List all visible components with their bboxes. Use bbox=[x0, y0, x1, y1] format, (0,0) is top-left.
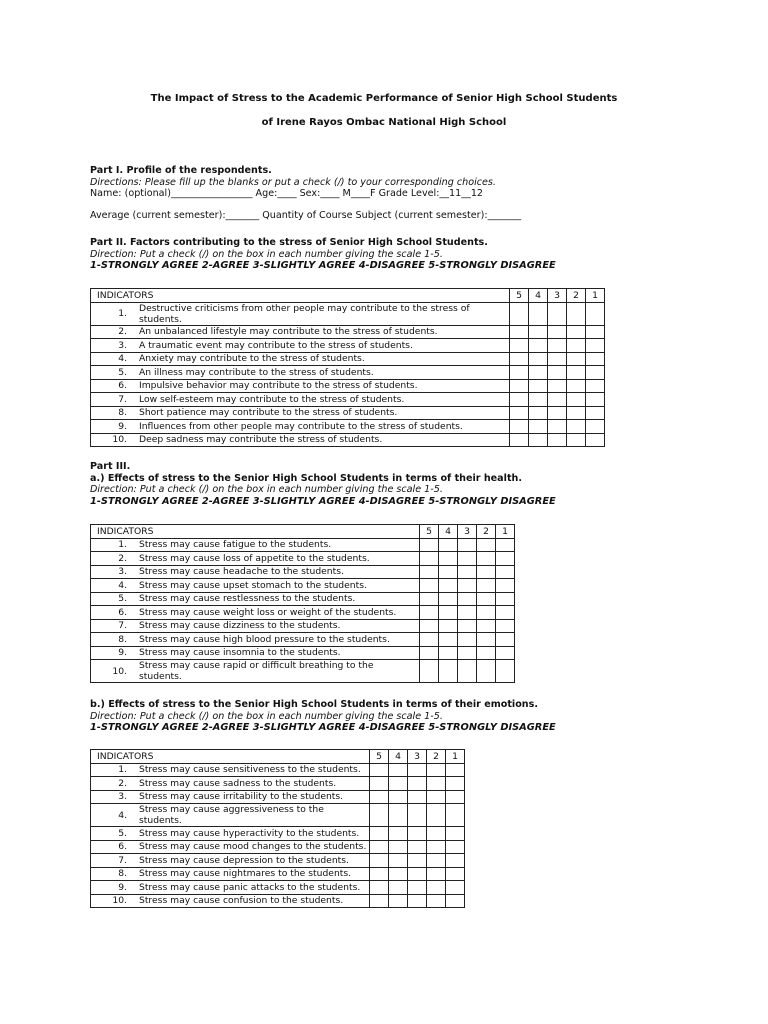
item-text: Stress may cause sensitiveness to the students. bbox=[135, 763, 370, 777]
check-box-scale-4[interactable] bbox=[389, 867, 408, 881]
item-number: 1. bbox=[91, 302, 136, 325]
check-box-scale-2[interactable] bbox=[477, 633, 496, 647]
table-row bbox=[91, 366, 605, 380]
part2-scale-legend: 1-STRONGLY AGREE 2-AGREE 3-SLIGHTLY AGREE 4-DISAGREE 5-STRONGLY DISAGREE bbox=[90, 260, 556, 271]
check-box-scale-1[interactable] bbox=[446, 867, 465, 881]
check-box-scale-5[interactable] bbox=[420, 633, 439, 647]
item-number: 7. bbox=[91, 393, 136, 407]
item-text: Stress may cause panic attacks to the students. bbox=[135, 881, 370, 895]
indicators-header: INDICATORS bbox=[91, 750, 370, 764]
table-row bbox=[91, 352, 605, 366]
item-number: 10. bbox=[91, 433, 136, 447]
check-box-scale-5[interactable] bbox=[370, 840, 389, 854]
check-box-scale-5[interactable] bbox=[420, 592, 439, 606]
item-number: 9. bbox=[91, 420, 136, 434]
table-row bbox=[91, 619, 515, 633]
check-box-scale-5[interactable] bbox=[420, 579, 439, 593]
check-box-scale-4[interactable] bbox=[439, 606, 458, 620]
item-number: 9. bbox=[91, 881, 136, 895]
check-box-scale-2[interactable] bbox=[567, 325, 586, 339]
table-row bbox=[91, 565, 515, 579]
check-box-scale-5[interactable] bbox=[370, 894, 389, 908]
item-number: 6. bbox=[91, 379, 136, 393]
item-number: 1. bbox=[91, 763, 136, 777]
check-box-scale-2[interactable] bbox=[477, 592, 496, 606]
check-box-scale-1[interactable] bbox=[586, 302, 605, 325]
check-box-scale-2[interactable] bbox=[477, 538, 496, 552]
check-box-scale-4[interactable] bbox=[529, 379, 548, 393]
item-number: 8. bbox=[91, 867, 136, 881]
part3a-heading: a.) Effects of stress to the Senior High School Students in terms of their health. bbox=[90, 472, 523, 484]
part2-section bbox=[90, 237, 556, 272]
check-box-scale-3[interactable] bbox=[548, 352, 567, 366]
check-box-scale-1[interactable] bbox=[586, 393, 605, 407]
item-text: Stress may cause headache to the students. bbox=[135, 565, 420, 579]
item-number: 8. bbox=[91, 406, 136, 420]
table-row bbox=[91, 592, 515, 606]
check-box-scale-2[interactable] bbox=[427, 777, 446, 791]
table-row bbox=[91, 633, 515, 647]
check-box-scale-1[interactable] bbox=[586, 325, 605, 339]
check-box-scale-3[interactable] bbox=[408, 881, 427, 895]
check-box-scale-4[interactable] bbox=[439, 633, 458, 647]
check-box-scale-4[interactable] bbox=[439, 565, 458, 579]
table-row bbox=[91, 881, 465, 895]
item-text: Stress may cause hyperactivity to the students. bbox=[135, 827, 370, 841]
check-box-scale-4[interactable] bbox=[439, 538, 458, 552]
check-box-scale-2[interactable] bbox=[427, 894, 446, 908]
item-number: 8. bbox=[91, 633, 136, 647]
check-box-scale-3[interactable] bbox=[408, 804, 427, 827]
item-text: Impulsive behavior may contribute to the stress of students. bbox=[135, 379, 510, 393]
check-box-scale-2[interactable] bbox=[427, 854, 446, 868]
check-box-scale-3[interactable] bbox=[458, 660, 477, 683]
check-box-scale-4[interactable] bbox=[529, 406, 548, 420]
scale-header-3: 3 bbox=[408, 750, 427, 764]
check-box-scale-5[interactable] bbox=[420, 660, 439, 683]
table-row bbox=[91, 552, 515, 566]
check-box-scale-1[interactable] bbox=[586, 366, 605, 380]
check-box-scale-1[interactable] bbox=[446, 790, 465, 804]
part2-indicators-table bbox=[90, 288, 605, 447]
part2-heading: Part II. Factors contributing to the stress of Senior High School Students. bbox=[90, 237, 488, 248]
check-box-scale-3[interactable] bbox=[408, 790, 427, 804]
table-row bbox=[91, 302, 605, 325]
table-row bbox=[91, 325, 605, 339]
check-box-scale-4[interactable] bbox=[529, 352, 548, 366]
check-box-scale-1[interactable] bbox=[586, 379, 605, 393]
document-title-line2: of Irene Rayos Ombac National High School bbox=[261, 117, 507, 128]
part1-directions: Directions: Please fill up the blanks or put a check (/) to your corresponding choices. bbox=[90, 176, 496, 188]
check-box-scale-2[interactable] bbox=[567, 393, 586, 407]
check-box-scale-5[interactable] bbox=[510, 393, 529, 407]
scale-header-5: 5 bbox=[420, 525, 439, 539]
check-box-scale-2[interactable] bbox=[477, 552, 496, 566]
check-box-scale-1[interactable] bbox=[586, 406, 605, 420]
check-box-scale-4[interactable] bbox=[439, 646, 458, 660]
part3a-direction: Direction: Put a check (/) on the box in each number giving the scale 1-5. bbox=[90, 484, 443, 495]
check-box-scale-2[interactable] bbox=[477, 660, 496, 683]
check-box-scale-5[interactable] bbox=[370, 790, 389, 804]
item-number: 5. bbox=[91, 827, 136, 841]
check-box-scale-2[interactable] bbox=[427, 867, 446, 881]
check-box-scale-2[interactable] bbox=[567, 379, 586, 393]
item-text: Stress may cause rapid or difficult breathing to the students. bbox=[135, 660, 420, 683]
check-box-scale-3[interactable] bbox=[458, 646, 477, 660]
check-box-scale-3[interactable] bbox=[458, 538, 477, 552]
item-text: Anxiety may contribute to the stress of students. bbox=[135, 352, 510, 366]
item-text: Stress may cause confusion to the students. bbox=[135, 894, 370, 908]
check-box-scale-5[interactable] bbox=[510, 339, 529, 353]
item-text: Stress may cause depression to the students. bbox=[135, 854, 370, 868]
check-box-scale-5[interactable] bbox=[510, 302, 529, 325]
part1-section bbox=[90, 165, 521, 221]
item-number: 4. bbox=[91, 804, 136, 827]
check-box-scale-5[interactable] bbox=[370, 777, 389, 791]
item-number: 4. bbox=[91, 352, 136, 366]
check-box-scale-3[interactable] bbox=[548, 379, 567, 393]
item-text: Destructive criticisms from other people may contribute to the stress of students. bbox=[135, 302, 510, 325]
scale-header-3: 3 bbox=[548, 289, 567, 303]
check-box-scale-4[interactable] bbox=[389, 804, 408, 827]
check-box-scale-3[interactable] bbox=[408, 840, 427, 854]
check-box-scale-1[interactable] bbox=[446, 894, 465, 908]
check-box-scale-5[interactable] bbox=[510, 352, 529, 366]
check-box-scale-3[interactable] bbox=[458, 619, 477, 633]
check-box-scale-5[interactable] bbox=[420, 552, 439, 566]
check-box-scale-1[interactable] bbox=[586, 433, 605, 447]
check-box-scale-1[interactable] bbox=[496, 619, 515, 633]
check-box-scale-2[interactable] bbox=[477, 646, 496, 660]
check-box-scale-5[interactable] bbox=[510, 325, 529, 339]
check-box-scale-5[interactable] bbox=[370, 763, 389, 777]
item-text: Stress may cause weight loss or weight of the students. bbox=[135, 606, 420, 620]
check-box-scale-3[interactable] bbox=[458, 606, 477, 620]
check-box-scale-5[interactable] bbox=[510, 420, 529, 434]
table-row bbox=[91, 840, 465, 854]
check-box-scale-4[interactable] bbox=[389, 840, 408, 854]
table-row bbox=[91, 854, 465, 868]
item-number: 4. bbox=[91, 579, 136, 593]
check-box-scale-4[interactable] bbox=[389, 790, 408, 804]
check-box-scale-4[interactable] bbox=[439, 592, 458, 606]
check-box-scale-3[interactable] bbox=[548, 366, 567, 380]
part2-direction: Direction: Put a check (/) on the box in each number giving the scale 1-5. bbox=[90, 248, 443, 260]
scale-header-3: 3 bbox=[458, 525, 477, 539]
check-box-scale-4[interactable] bbox=[529, 325, 548, 339]
check-box-scale-5[interactable] bbox=[370, 804, 389, 827]
table-row bbox=[91, 579, 515, 593]
table-header-row bbox=[91, 750, 465, 764]
check-box-scale-2[interactable] bbox=[567, 433, 586, 447]
check-box-scale-5[interactable] bbox=[420, 538, 439, 552]
check-box-scale-1[interactable] bbox=[446, 881, 465, 895]
table-header-row bbox=[91, 289, 605, 303]
table-row bbox=[91, 339, 605, 353]
table-row bbox=[91, 827, 465, 841]
table-row bbox=[91, 867, 465, 881]
check-box-scale-4[interactable] bbox=[389, 894, 408, 908]
part1-heading: Part I. Profile of the respondents. bbox=[90, 165, 272, 176]
indicators-header: INDICATORS bbox=[91, 289, 510, 303]
check-box-scale-3[interactable] bbox=[408, 763, 427, 777]
check-box-scale-4[interactable] bbox=[529, 420, 548, 434]
item-text: Stress may cause fatigue to the students. bbox=[135, 538, 420, 552]
document-title-line1: The Impact of Stress to the Academic Performance of Senior High School Students bbox=[150, 93, 618, 104]
item-text: Stress may cause restlessness to the students. bbox=[135, 592, 420, 606]
item-number: 9. bbox=[91, 646, 136, 660]
check-box-scale-2[interactable] bbox=[567, 420, 586, 434]
table-row bbox=[91, 790, 465, 804]
item-number: 6. bbox=[91, 606, 136, 620]
table-row bbox=[91, 804, 465, 827]
part3b-scale-legend: 1-STRONGLY AGREE 2-AGREE 3-SLIGHTLY AGREE 4-DISAGREE 5-STRONGLY DISAGREE bbox=[90, 722, 556, 733]
part3a-indicators-table bbox=[90, 524, 515, 683]
check-box-scale-1[interactable] bbox=[496, 660, 515, 683]
check-box-scale-5[interactable] bbox=[370, 854, 389, 868]
check-box-scale-2[interactable] bbox=[477, 579, 496, 593]
check-box-scale-1[interactable] bbox=[446, 804, 465, 827]
scale-header-2: 2 bbox=[567, 289, 586, 303]
item-text: Stress may cause loss of appetite to the students. bbox=[135, 552, 420, 566]
check-box-scale-4[interactable] bbox=[529, 302, 548, 325]
item-number: 2. bbox=[91, 777, 136, 791]
item-text: Short patience may contribute to the stress of students. bbox=[135, 406, 510, 420]
item-number: 10. bbox=[91, 894, 136, 908]
check-box-scale-4[interactable] bbox=[529, 339, 548, 353]
table-row bbox=[91, 646, 515, 660]
item-text: An unbalanced lifestyle may contribute to the stress of students. bbox=[135, 325, 510, 339]
item-text: Influences from other people may contribute to the stress of students. bbox=[135, 420, 510, 434]
check-box-scale-3[interactable] bbox=[548, 406, 567, 420]
check-box-scale-3[interactable] bbox=[548, 420, 567, 434]
table-row bbox=[91, 379, 605, 393]
check-box-scale-1[interactable] bbox=[496, 633, 515, 647]
check-box-scale-1[interactable] bbox=[446, 777, 465, 791]
check-box-scale-4[interactable] bbox=[529, 393, 548, 407]
check-box-scale-1[interactable] bbox=[496, 579, 515, 593]
part3b-section bbox=[90, 699, 556, 734]
indicators-header: INDICATORS bbox=[91, 525, 420, 539]
check-box-scale-1[interactable] bbox=[496, 592, 515, 606]
check-box-scale-2[interactable] bbox=[567, 302, 586, 325]
table-row bbox=[91, 433, 605, 447]
check-box-scale-5[interactable] bbox=[420, 565, 439, 579]
check-box-scale-1[interactable] bbox=[496, 646, 515, 660]
check-box-scale-4[interactable] bbox=[439, 552, 458, 566]
item-text: Stress may cause upset stomach to the students. bbox=[135, 579, 420, 593]
scale-header-1: 1 bbox=[496, 525, 515, 539]
check-box-scale-3[interactable] bbox=[458, 579, 477, 593]
scale-header-5: 5 bbox=[510, 289, 529, 303]
table-header-row bbox=[91, 525, 515, 539]
check-box-scale-3[interactable] bbox=[548, 302, 567, 325]
check-box-scale-3[interactable] bbox=[408, 894, 427, 908]
check-box-scale-5[interactable] bbox=[370, 867, 389, 881]
check-box-scale-1[interactable] bbox=[496, 538, 515, 552]
item-text: Stress may cause insomnia to the students. bbox=[135, 646, 420, 660]
item-number: 5. bbox=[91, 366, 136, 380]
item-number: 2. bbox=[91, 325, 136, 339]
part3-heading: Part III. bbox=[90, 461, 131, 472]
item-number: 3. bbox=[91, 565, 136, 579]
check-box-scale-4[interactable] bbox=[389, 763, 408, 777]
check-box-scale-1[interactable] bbox=[586, 339, 605, 353]
check-box-scale-4[interactable] bbox=[389, 854, 408, 868]
check-box-scale-5[interactable] bbox=[510, 366, 529, 380]
table-row bbox=[91, 894, 465, 908]
item-number: 5. bbox=[91, 592, 136, 606]
check-box-scale-4[interactable] bbox=[439, 660, 458, 683]
table-row bbox=[91, 420, 605, 434]
check-box-scale-3[interactable] bbox=[408, 867, 427, 881]
name-line: Name: (optional)_________________ Age:____ Sex:____ M____F Grade Level:__11__12 bbox=[90, 188, 484, 199]
item-number: 10. bbox=[91, 660, 136, 683]
item-text: Stress may cause mood changes to the students. bbox=[135, 840, 370, 854]
item-number: 1. bbox=[91, 538, 136, 552]
check-box-scale-3[interactable] bbox=[548, 433, 567, 447]
check-box-scale-5[interactable] bbox=[420, 606, 439, 620]
check-box-scale-2[interactable] bbox=[477, 619, 496, 633]
check-box-scale-2[interactable] bbox=[477, 565, 496, 579]
scale-header-5: 5 bbox=[370, 750, 389, 764]
check-box-scale-2[interactable] bbox=[567, 406, 586, 420]
check-box-scale-3[interactable] bbox=[458, 592, 477, 606]
check-box-scale-4[interactable] bbox=[439, 579, 458, 593]
table-row bbox=[91, 777, 465, 791]
item-text: An illness may contribute to the stress of students. bbox=[135, 366, 510, 380]
check-box-scale-5[interactable] bbox=[510, 433, 529, 447]
check-box-scale-4[interactable] bbox=[439, 619, 458, 633]
item-text: Stress may cause aggressiveness to the students. bbox=[135, 804, 370, 827]
item-text: A traumatic event may contribute to the stress of students. bbox=[135, 339, 510, 353]
check-box-scale-2[interactable] bbox=[427, 827, 446, 841]
item-number: 7. bbox=[91, 619, 136, 633]
item-text: Stress may cause dizziness to the students. bbox=[135, 619, 420, 633]
check-box-scale-2[interactable] bbox=[427, 840, 446, 854]
part3b-heading: b.) Effects of stress to the Senior High School Students in terms of their emotions. bbox=[90, 699, 538, 710]
check-box-scale-5[interactable] bbox=[510, 379, 529, 393]
item-number: 2. bbox=[91, 552, 136, 566]
check-box-scale-2[interactable] bbox=[427, 804, 446, 827]
check-box-scale-5[interactable] bbox=[370, 827, 389, 841]
check-box-scale-5[interactable] bbox=[420, 619, 439, 633]
table-row bbox=[91, 406, 605, 420]
check-box-scale-3[interactable] bbox=[458, 633, 477, 647]
check-box-scale-1[interactable] bbox=[446, 840, 465, 854]
scale-header-4: 4 bbox=[529, 289, 548, 303]
check-box-scale-4[interactable] bbox=[389, 881, 408, 895]
check-box-scale-4[interactable] bbox=[529, 366, 548, 380]
item-text: Stress may cause sadness to the students. bbox=[135, 777, 370, 791]
check-box-scale-3[interactable] bbox=[458, 565, 477, 579]
check-box-scale-3[interactable] bbox=[548, 393, 567, 407]
check-box-scale-1[interactable] bbox=[586, 352, 605, 366]
part3b-direction: Direction: Put a check (/) on the box in each number giving the scale 1-5. bbox=[90, 710, 443, 722]
check-box-scale-2[interactable] bbox=[567, 366, 586, 380]
part3-section bbox=[90, 461, 556, 507]
scale-header-2: 2 bbox=[427, 750, 446, 764]
item-text: Low self-esteem may contribute to the stress of students. bbox=[135, 393, 510, 407]
scale-header-1: 1 bbox=[586, 289, 605, 303]
check-box-scale-3[interactable] bbox=[548, 325, 567, 339]
check-box-scale-3[interactable] bbox=[458, 552, 477, 566]
check-box-scale-1[interactable] bbox=[446, 763, 465, 777]
check-box-scale-2[interactable] bbox=[477, 606, 496, 620]
check-box-scale-1[interactable] bbox=[586, 420, 605, 434]
part3b-indicators-table bbox=[90, 749, 465, 908]
check-box-scale-1[interactable] bbox=[496, 552, 515, 566]
check-box-scale-1[interactable] bbox=[446, 854, 465, 868]
item-text: Stress may cause nightmares to the students. bbox=[135, 867, 370, 881]
item-text: Deep sadness may contribute the stress of students. bbox=[135, 433, 510, 447]
check-box-scale-3[interactable] bbox=[408, 827, 427, 841]
check-box-scale-5[interactable] bbox=[370, 881, 389, 895]
table-row bbox=[91, 606, 515, 620]
check-box-scale-5[interactable] bbox=[420, 646, 439, 660]
check-box-scale-2[interactable] bbox=[567, 339, 586, 353]
check-box-scale-4[interactable] bbox=[389, 777, 408, 791]
check-box-scale-4[interactable] bbox=[389, 827, 408, 841]
check-box-scale-1[interactable] bbox=[496, 565, 515, 579]
item-number: 6. bbox=[91, 840, 136, 854]
check-box-scale-1[interactable] bbox=[446, 827, 465, 841]
item-number: 3. bbox=[91, 339, 136, 353]
table-row bbox=[91, 660, 515, 683]
item-text: Stress may cause high blood pressure to the students. bbox=[135, 633, 420, 647]
check-box-scale-5[interactable] bbox=[510, 406, 529, 420]
check-box-scale-2[interactable] bbox=[567, 352, 586, 366]
table-row bbox=[91, 393, 605, 407]
check-box-scale-2[interactable] bbox=[427, 763, 446, 777]
table-row bbox=[91, 763, 465, 777]
item-number: 3. bbox=[91, 790, 136, 804]
check-box-scale-3[interactable] bbox=[408, 777, 427, 791]
scale-header-1: 1 bbox=[446, 750, 465, 764]
scale-header-4: 4 bbox=[389, 750, 408, 764]
check-box-scale-1[interactable] bbox=[496, 606, 515, 620]
check-box-scale-4[interactable] bbox=[529, 433, 548, 447]
check-box-scale-3[interactable] bbox=[408, 854, 427, 868]
item-number: 7. bbox=[91, 854, 136, 868]
average-line: Average (current semester):_______ Quantity of Course Subject (current semester):_______ bbox=[90, 209, 522, 221]
part3a-scale-legend: 1-STRONGLY AGREE 2-AGREE 3-SLIGHTLY AGREE 4-DISAGREE 5-STRONGLY DISAGREE bbox=[90, 495, 556, 507]
scale-header-2: 2 bbox=[477, 525, 496, 539]
item-text: Stress may cause irritability to the students. bbox=[135, 790, 370, 804]
table-row bbox=[91, 538, 515, 552]
check-box-scale-2[interactable] bbox=[427, 881, 446, 895]
check-box-scale-2[interactable] bbox=[427, 790, 446, 804]
scale-header-4: 4 bbox=[439, 525, 458, 539]
check-box-scale-3[interactable] bbox=[548, 339, 567, 353]
